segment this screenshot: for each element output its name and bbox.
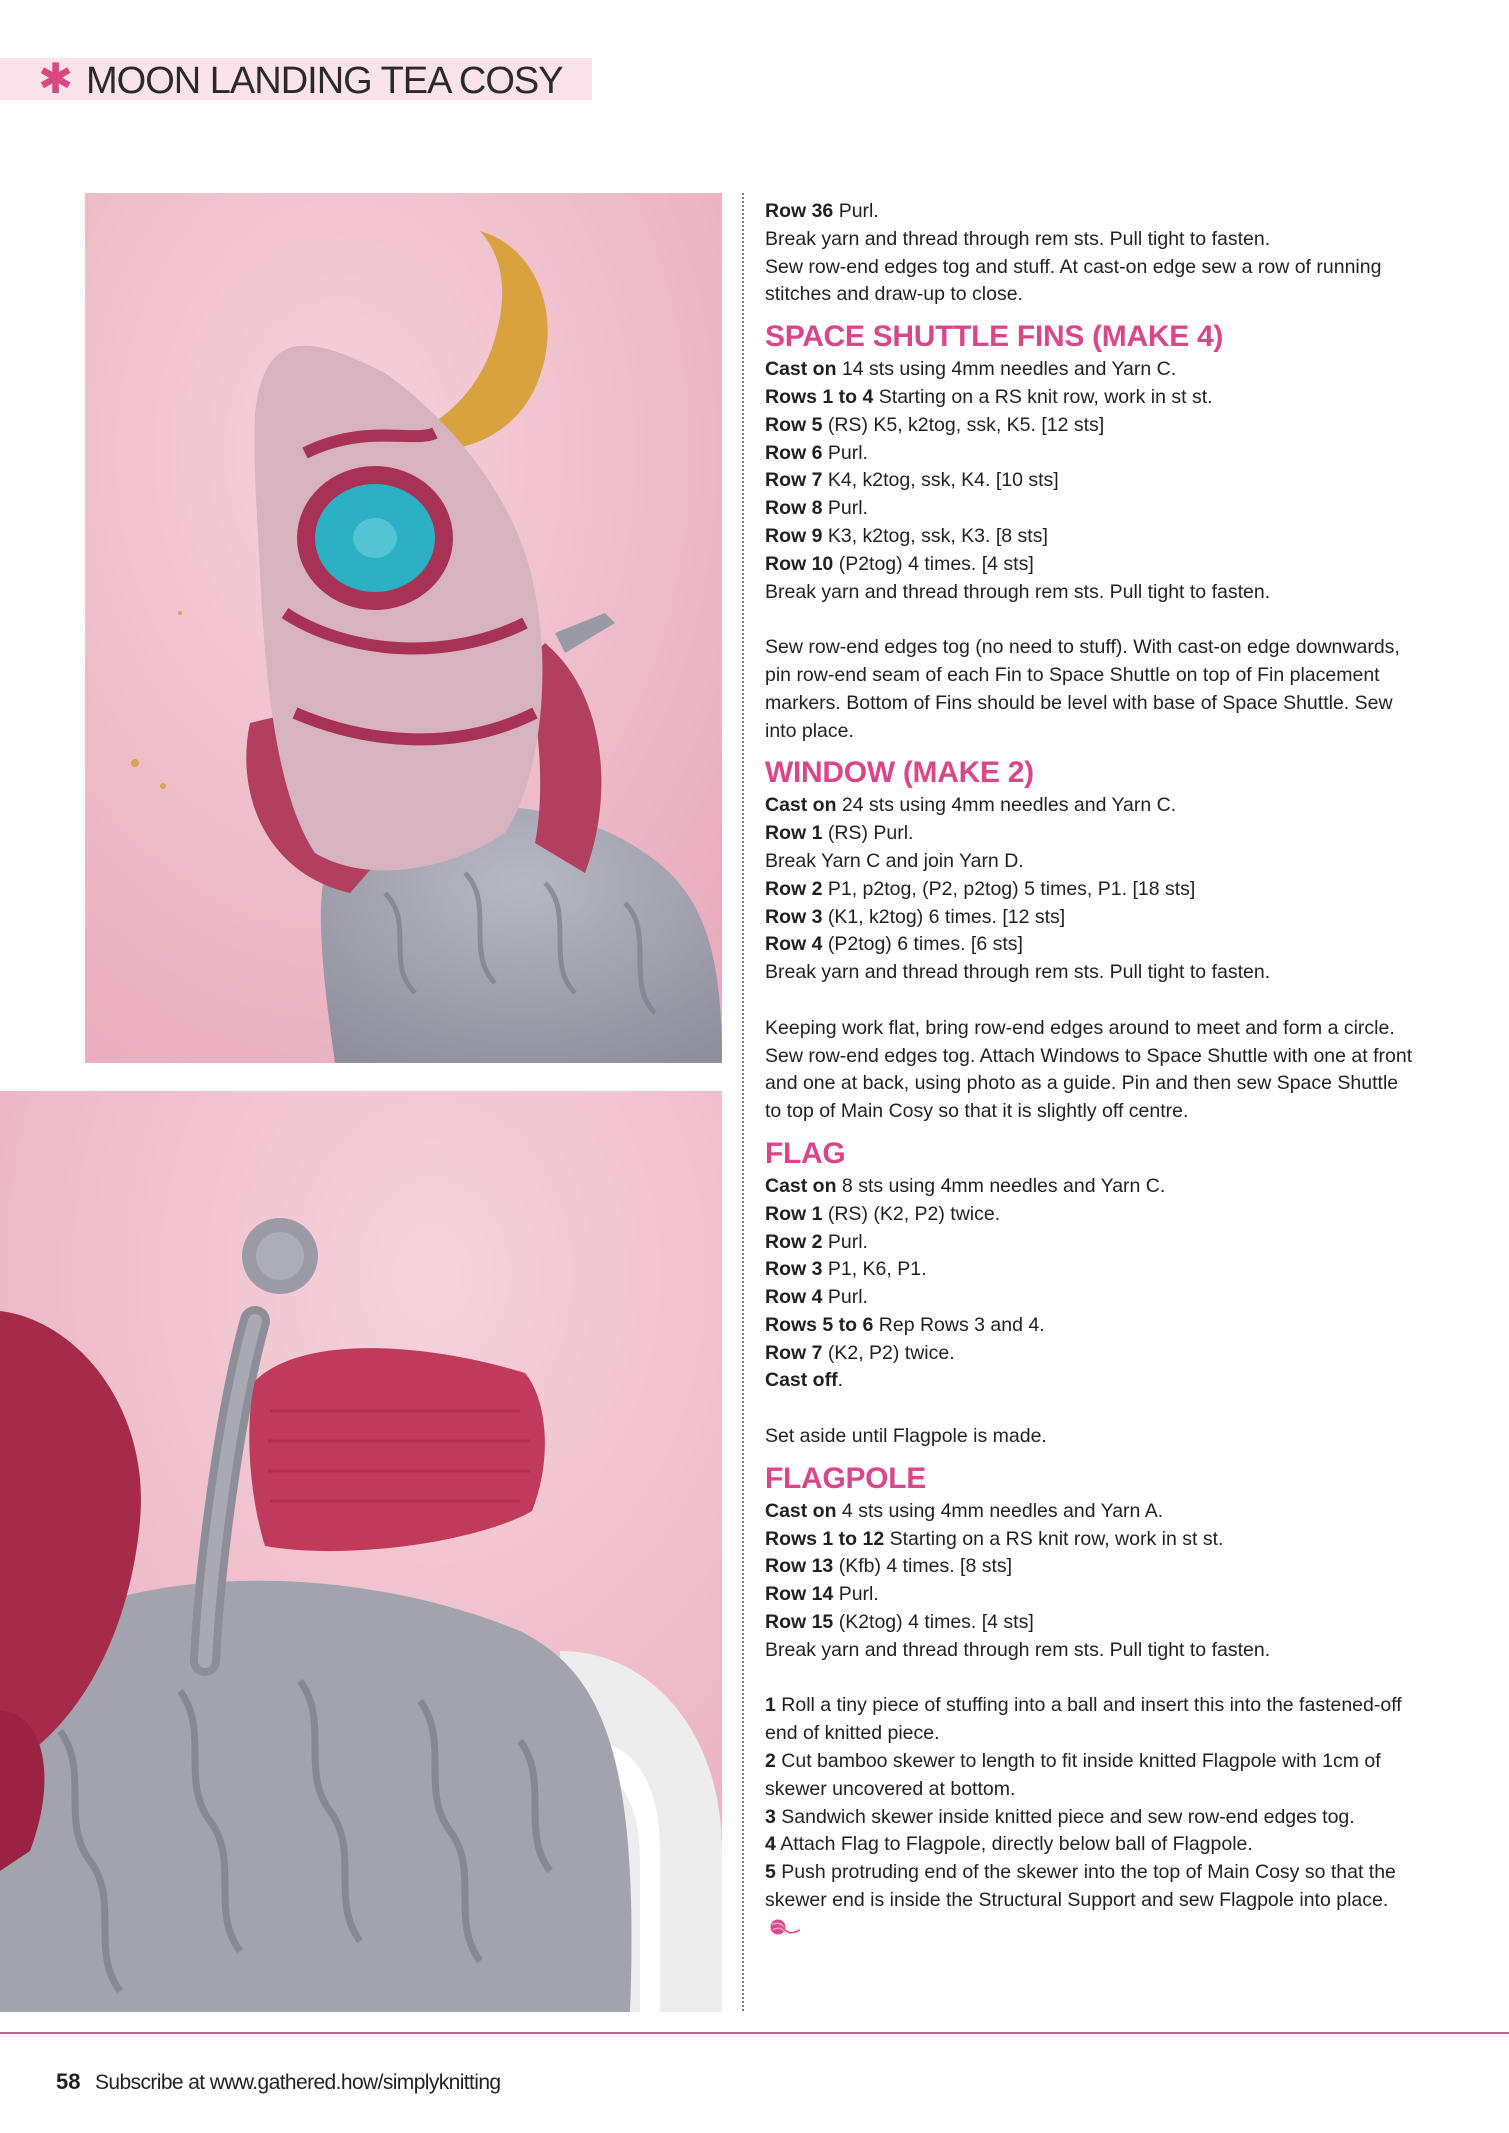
section-heading-flag: FLAG <box>765 1136 846 1170</box>
instruction-line: Cast off. <box>765 1369 844 1392</box>
instruction-line: Row 3 P1, K6, P1. <box>765 1258 927 1281</box>
space-shuttle-photo <box>85 193 722 1063</box>
instruction-line: Break yarn and thread through rem sts. Pull tight to fasten. <box>765 580 1271 603</box>
instruction-line: Row 2 Purl. <box>765 1230 868 1253</box>
instruction-line: Break yarn and thread through rem sts. Pull tight to fasten. <box>765 961 1271 984</box>
instruction-paragraph: Sew row-end edges tog and stuff. At cast-on edge sew a row of running stitches and draw-up to close. <box>765 255 1382 306</box>
numbered-step: 2 Cut bamboo skewer to length to fit inside knitted Flagpole with 1cm of skewer uncovered at bottom. <box>765 1750 1381 1800</box>
numbered-step: 1 Roll a tiny piece of stuffing into a ball and insert this into the fastened-off end of knitted piece. <box>765 1694 1402 1745</box>
instruction-line: Row 8 Purl. <box>765 497 868 520</box>
instruction-line: Row 4 (P2tog) 6 times. [6 sts] <box>765 933 1023 956</box>
instruction-line: Row 15 (K2tog) 4 times. [4 sts] <box>765 1611 1034 1634</box>
pattern-text-column <box>765 198 1415 1943</box>
numbered-step: 3 Sandwich skewer inside knitted piece and sew row-end edges tog. <box>765 1805 1355 1828</box>
section-heading-flagpole: FLAGPOLE <box>765 1461 926 1495</box>
instruction-line: Cast on 8 sts using 4mm needles and Yarn C. <box>765 1174 1166 1197</box>
instruction-line: Break Yarn C and join Yarn D. <box>765 849 1024 872</box>
footer-rule <box>0 2032 1509 2034</box>
instruction-line: Cast on 24 sts using 4mm needles and Yarn C. <box>765 794 1177 817</box>
yarn-ball-icon <box>769 1917 801 1935</box>
instruction-line: Row 6 Purl. <box>765 441 868 464</box>
subscribe-link[interactable]: Subscribe at www.gathered.how/simplyknitting <box>95 2071 501 2094</box>
instruction-line: Row 13 (Kfb) 4 times. [8 sts] <box>765 1555 1013 1578</box>
column-divider <box>742 193 744 2011</box>
instruction-line: Set aside until Flagpole is made. <box>765 1425 1047 1448</box>
instruction-line: Row 7 K4, k2tog, ssk, K4. [10 sts] <box>765 469 1059 492</box>
numbered-step: 4 Attach Flag to Flagpole, directly below ball of Flagpole. <box>765 1833 1253 1856</box>
instruction-line: Cast on 14 sts using 4mm needles and Yarn C. <box>765 358 1177 381</box>
instruction-line: Row 2 P1, p2tog, (P2, p2tog) 5 times, P1. [18 sts] <box>765 877 1196 900</box>
instruction-line: Cast on 4 sts using 4mm needles and Yarn A. <box>765 1499 1164 1522</box>
instruction-line: Row 10 (P2tog) 4 times. [4 sts] <box>765 552 1034 575</box>
asterisk-icon: ✱ <box>38 55 74 102</box>
instruction-line: Rows 1 to 4 Starting on a RS knit row, work in st st. <box>765 385 1213 408</box>
instruction-line: Rows 1 to 12 Starting on a RS knit row, work in st st. <box>765 1527 1224 1550</box>
flag-photo <box>0 1091 722 2012</box>
instruction-line: Row 5 (RS) K5, k2tog, ssk, K5. [12 sts] <box>765 413 1105 436</box>
instruction-line: Row 1 (RS) (K2, P2) twice. <box>765 1202 1001 1225</box>
instruction-line: Rows 5 to 6 Rep Rows 3 and 4. <box>765 1313 1045 1336</box>
instruction-line: Row 7 (K2, P2) twice. <box>765 1341 955 1364</box>
section-heading-fins: SPACE SHUTTLE FINS (MAKE 4) <box>765 320 1224 354</box>
numbered-step: 5 Push protruding end of the skewer into the top of Main Cosy so that the skewer end is inside the Structural Support and sew Flagpole into place. <box>765 1859 1415 1942</box>
instruction-line: Row 4 Purl. <box>765 1286 868 1309</box>
instruction-line: Row 36 Purl. <box>765 200 879 222</box>
instruction-line: Row 3 (K1, k2tog) 6 times. [12 sts] <box>765 905 1066 928</box>
instruction-line: Row 14 Purl. <box>765 1583 879 1606</box>
instruction-line: Row 9 K3, k2tog, ssk, K3. [8 sts] <box>765 524 1048 547</box>
instruction-paragraph: Sew row-end edges tog (no need to stuff). With cast-on edge downwards, pin row-end seam of each Fin to Space Shuttle on top of Fin placement markers. Bottom of Fins should be level with base of Space Shuttle. Sew into place. <box>765 636 1400 742</box>
instruction-paragraph: Keeping work flat, bring row-end edges around to meet and form a circle. Sew row-end edges tog. Attach Windows to Space Shuttle with one at front and one at back, using photo as a guide. Pin and then sew Space Shuttle to top of Main Cosy so that it is slightly off centre. <box>765 1016 1413 1123</box>
instruction-line: Break yarn and thread through rem sts. Pull tight to fasten. <box>765 1638 1271 1661</box>
section-heading-window: WINDOW (MAKE 2) <box>765 756 1034 790</box>
page-title: MOON LANDING TEA COSY <box>86 60 563 102</box>
instruction-line: Row 1 (RS) Purl. <box>765 822 914 845</box>
instruction-line: Break yarn and thread through rem sts. Pull tight to fasten. <box>765 227 1271 250</box>
page-number: 58 <box>56 2069 81 2094</box>
